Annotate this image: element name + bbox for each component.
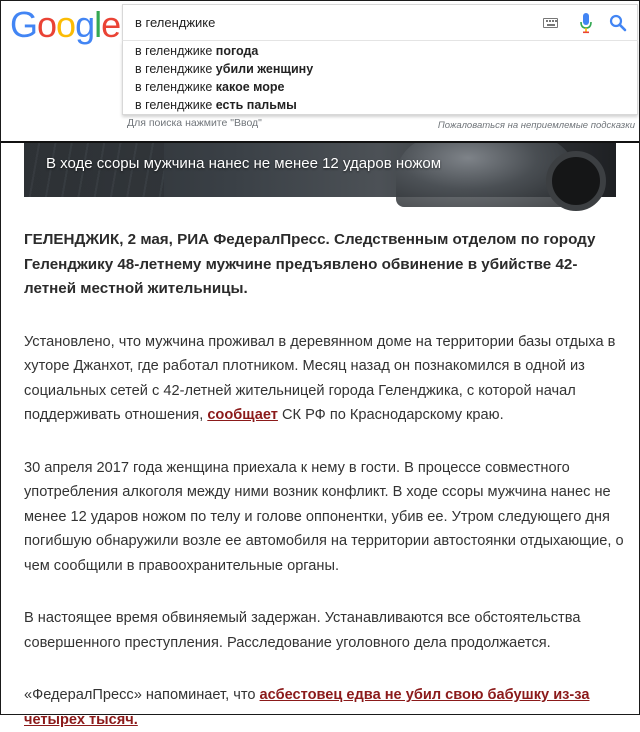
- paragraph-3: В настоящее время обвиняемый задержан. Устанавливаются все обстоятельства совершенного преступления. Расследование уголовного дела продолжается.: [24, 610, 581, 651]
- image-caption: В ходе ссоры мужчина нанес не менее 12 ударов ножом: [46, 155, 442, 172]
- enter-hint: Для поиска нажмите "Ввод": [127, 117, 262, 129]
- search-icon[interactable]: [609, 14, 627, 32]
- paragraph-2: 30 апреля 2017 года женщина приехала к нему в гости. В процессе совместного употребления алкоголя между ними возник конфликт. В ходе ссоры мужчина нанес не менее 12 ударов ножом по телу и голове оппонентки, убив ее. Утром следующего дня погибшую обнаружили возле ее автомобиля на территории автостоянки отдыхающие, о чем сообщили в правоохранительные органы.: [24, 459, 624, 574]
- keyboard-icon[interactable]: [543, 18, 558, 28]
- article-image: [24, 143, 616, 197]
- suggestion-item[interactable]: в геленджике убили женщину: [135, 62, 314, 76]
- source-link[interactable]: сообщает: [207, 407, 278, 423]
- google-logo[interactable]: Google: [10, 4, 121, 45]
- search-box[interactable]: [122, 4, 638, 41]
- paragraph-1: Установлено, что мужчина проживал в деревянном доме на территории базы отдыха в хуторе Джанхот, где работал плотником. Месяц назад он познакомился в одной из социальных сетей с 42-летней жительницей города Геленджика, с которой начал поддерживать отношения, сообщает СК РФ по Краснодарскому краю.: [24, 333, 616, 423]
- suggestion-list: [122, 41, 638, 115]
- suggestion-item[interactable]: в геленджике какое море: [135, 80, 285, 94]
- google-search-panel: [1, 1, 639, 143]
- report-suggestions-link[interactable]: Пожаловаться на неприемлемые подсказки: [437, 120, 635, 131]
- search-input[interactable]: в геленджике: [135, 15, 216, 30]
- article-body: [24, 228, 624, 732]
- car-wheel: [546, 151, 606, 211]
- suggestion-item[interactable]: в геленджике есть пальмы: [135, 98, 297, 112]
- paragraph-4: «ФедералПресс» напоминает, что асбестовец едва не убил свою бабушку из-за четырех тысяч.: [24, 687, 590, 728]
- suggestion-item[interactable]: в геленджике погода: [135, 44, 259, 58]
- article-lead: ГЕЛЕНДЖИК, 2 мая, РИА ФедералПресс. Следственным отделом по городу Геленджику 48-летнему мужчине предъявлено обвинение в убийстве 42-летней местной жительницы.: [24, 231, 596, 297]
- related-article-link[interactable]: асбестовец едва не убил свою бабушку из-за четырех тысяч.: [24, 687, 590, 728]
- microphone-icon[interactable]: [579, 12, 593, 34]
